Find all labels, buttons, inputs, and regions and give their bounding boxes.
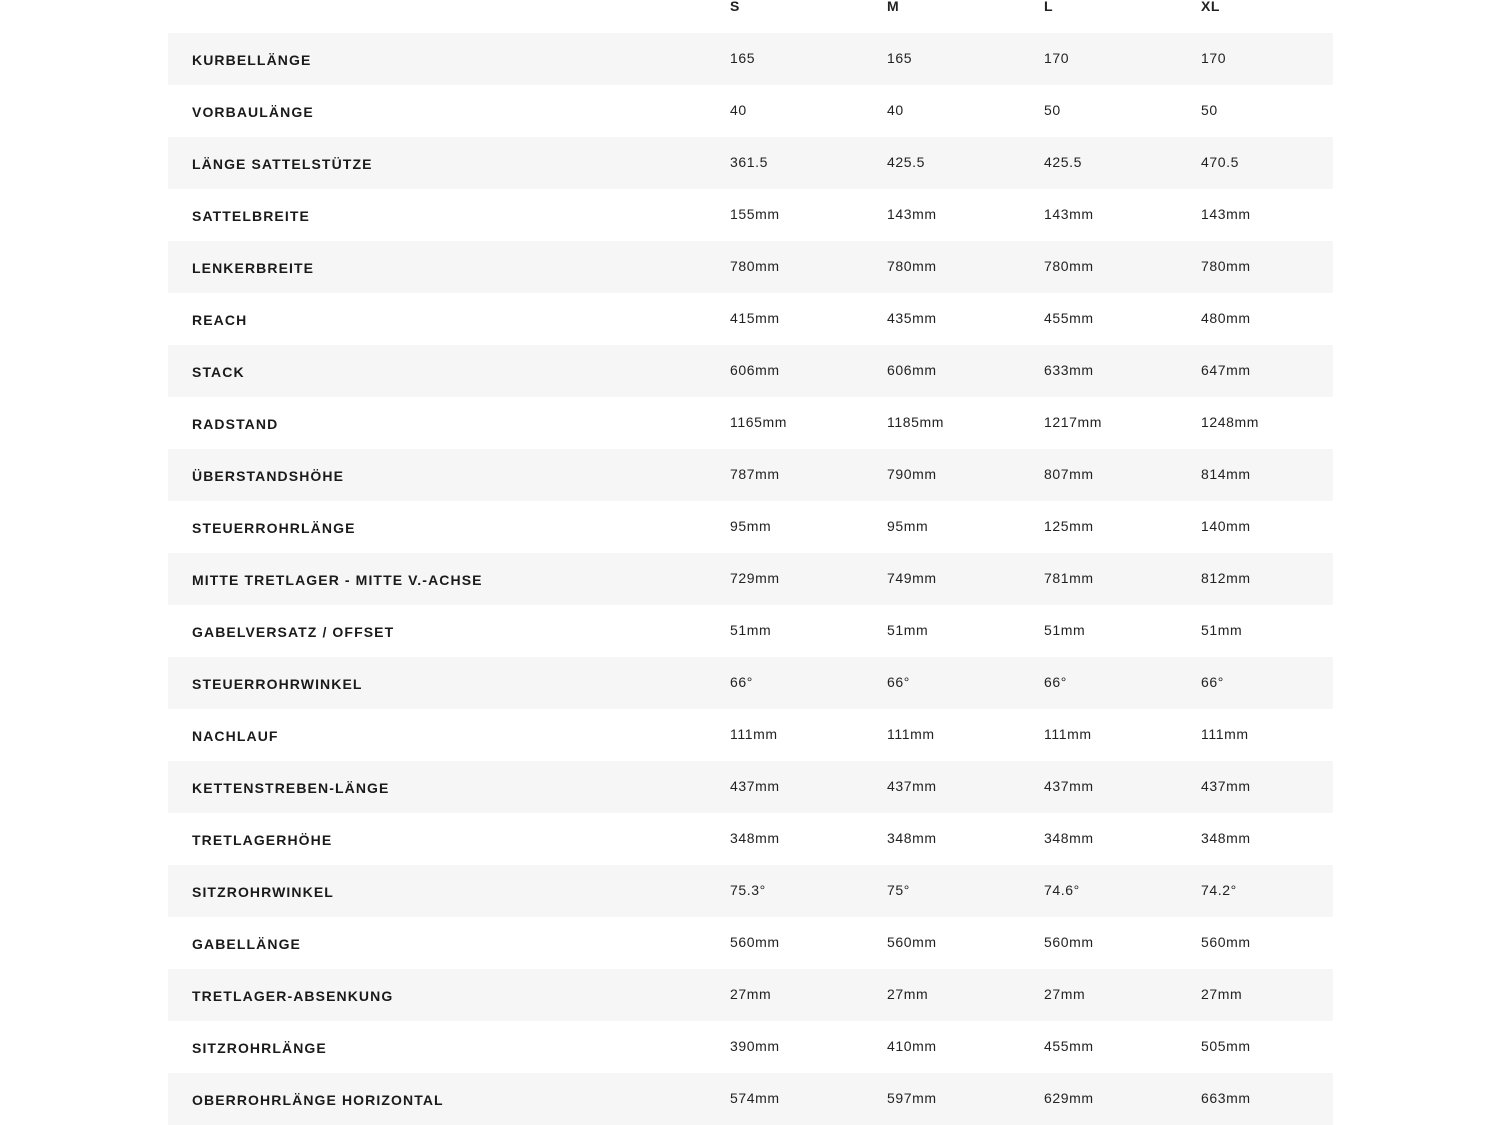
cell-value: 560mm [1044, 934, 1094, 950]
row-label: OBERROHRLÄNGE HORIZONTAL [192, 1092, 444, 1108]
cell-value: 348mm [730, 830, 780, 846]
cell-value: 111mm [887, 726, 935, 742]
table-row [168, 969, 1333, 1021]
cell-value: 27mm [730, 986, 772, 1002]
cell-value: 781mm [1044, 570, 1094, 586]
row-label: SATTELBREITE [192, 208, 310, 224]
cell-value: 75.3° [730, 882, 766, 898]
cell-value: 437mm [1201, 778, 1251, 794]
table-row [168, 449, 1333, 501]
table-row [168, 761, 1333, 813]
row-label: SITZROHRLÄNGE [192, 1040, 327, 1056]
table-row [168, 1073, 1333, 1125]
size-header-s: S [730, 0, 740, 14]
cell-value: 425.5 [887, 154, 926, 170]
cell-value: 66° [1044, 674, 1067, 690]
table-row [168, 85, 1333, 137]
table-row [168, 33, 1333, 85]
cell-value: 40 [887, 102, 904, 118]
cell-value: 111mm [1044, 726, 1092, 742]
cell-value: 787mm [730, 466, 780, 482]
table-row [168, 345, 1333, 397]
cell-value: 749mm [887, 570, 937, 586]
cell-value: 165 [730, 50, 756, 66]
row-label: KURBELLÄNGE [192, 52, 312, 68]
table-row [168, 137, 1333, 189]
cell-value: 66° [887, 674, 910, 690]
row-label: STEUERROHRLÄNGE [192, 520, 356, 536]
cell-value: 606mm [730, 362, 780, 378]
cell-value: 66° [730, 674, 753, 690]
cell-value: 1165mm [730, 414, 788, 430]
row-label: GABELVERSATZ / OFFSET [192, 624, 395, 640]
cell-value: 50 [1044, 102, 1061, 118]
cell-value: 425.5 [1044, 154, 1083, 170]
cell-value: 95mm [730, 518, 772, 534]
cell-value: 560mm [1201, 934, 1251, 950]
cell-value: 143mm [1044, 206, 1094, 222]
cell-value: 1185mm [887, 414, 945, 430]
cell-value: 40 [730, 102, 747, 118]
table-row [168, 189, 1333, 241]
cell-value: 560mm [730, 934, 780, 950]
table-row [168, 813, 1333, 865]
size-header-m: M [887, 0, 900, 14]
table-row [168, 917, 1333, 969]
cell-value: 165 [887, 50, 913, 66]
cell-value: 437mm [730, 778, 780, 794]
row-label: ÜBERSTANDSHÖHE [192, 468, 345, 484]
cell-value: 390mm [730, 1038, 780, 1054]
cell-value: 170 [1044, 50, 1070, 66]
table-row [168, 501, 1333, 553]
cell-value: 348mm [1201, 830, 1251, 846]
cell-value: 51mm [887, 622, 929, 638]
cell-value: 1217mm [1044, 414, 1103, 430]
size-header-l: L [1044, 0, 1054, 14]
row-label: STEUERROHRWINKEL [192, 676, 363, 692]
cell-value: 51mm [730, 622, 772, 638]
table-body [168, 33, 1333, 1125]
cell-value: 560mm [887, 934, 937, 950]
row-label: STACK [192, 364, 245, 380]
cell-value: 629mm [1044, 1090, 1094, 1106]
cell-value: 505mm [1201, 1038, 1251, 1054]
cell-value: 814mm [1201, 466, 1251, 482]
cell-value: 111mm [730, 726, 778, 742]
cell-value: 606mm [887, 362, 937, 378]
cell-value: 780mm [1044, 258, 1094, 274]
cell-value: 125mm [1044, 518, 1094, 534]
size-header-xl: XL [1201, 0, 1220, 14]
cell-value: 574mm [730, 1090, 780, 1106]
cell-value: 415mm [730, 310, 780, 326]
cell-value: 51mm [1201, 622, 1243, 638]
cell-value: 75° [887, 882, 910, 898]
table-row [168, 1021, 1333, 1073]
geometry-table [168, 0, 1333, 1125]
cell-value: 74.6° [1044, 882, 1080, 898]
cell-value: 74.2° [1201, 882, 1237, 898]
row-label: LENKERBREITE [192, 260, 315, 276]
cell-value: 455mm [1044, 1038, 1094, 1054]
size-header-row [168, 0, 1333, 33]
cell-value: 66° [1201, 674, 1224, 690]
table-row [168, 865, 1333, 917]
table-row [168, 293, 1333, 345]
cell-value: 435mm [887, 310, 937, 326]
cell-value: 597mm [887, 1090, 937, 1106]
cell-value: 780mm [1201, 258, 1251, 274]
cell-value: 1248mm [1201, 414, 1260, 430]
cell-value: 27mm [887, 986, 929, 1002]
table-row [168, 241, 1333, 293]
cell-value: 50 [1201, 102, 1218, 118]
cell-value: 807mm [1044, 466, 1094, 482]
cell-value: 455mm [1044, 310, 1094, 326]
cell-value: 780mm [730, 258, 780, 274]
cell-value: 143mm [887, 206, 937, 222]
cell-value: 95mm [887, 518, 929, 534]
cell-value: 155mm [730, 206, 780, 222]
cell-value: 348mm [887, 830, 937, 846]
cell-value: 470.5 [1201, 154, 1240, 170]
cell-value: 51mm [1044, 622, 1086, 638]
row-label: REACH [192, 312, 248, 328]
cell-value: 437mm [887, 778, 937, 794]
cell-value: 140mm [1201, 518, 1251, 534]
row-label: LÄNGE SATTELSTÜTZE [192, 156, 373, 172]
row-label: TRETLAGERHÖHE [192, 832, 333, 848]
table-row [168, 553, 1333, 605]
cell-value: 143mm [1201, 206, 1251, 222]
cell-value: 170 [1201, 50, 1227, 66]
table-row [168, 605, 1333, 657]
cell-value: 348mm [1044, 830, 1094, 846]
row-label: NACHLAUF [192, 728, 279, 744]
table-row [168, 709, 1333, 761]
row-label: RADSTAND [192, 416, 279, 432]
cell-value: 111mm [1201, 726, 1249, 742]
row-label: GABELLÄNGE [192, 936, 301, 952]
row-label: KETTENSTREBEN-LÄNGE [192, 780, 390, 796]
cell-value: 812mm [1201, 570, 1251, 586]
table-row [168, 397, 1333, 449]
cell-value: 647mm [1201, 362, 1251, 378]
table-row [168, 657, 1333, 709]
cell-value: 27mm [1201, 986, 1243, 1002]
row-label: VORBAULÄNGE [192, 104, 314, 120]
row-label: TRETLAGER-ABSENKUNG [192, 988, 394, 1004]
cell-value: 780mm [887, 258, 937, 274]
cell-value: 437mm [1044, 778, 1094, 794]
cell-value: 480mm [1201, 310, 1251, 326]
cell-value: 729mm [730, 570, 780, 586]
cell-value: 663mm [1201, 1090, 1251, 1106]
cell-value: 633mm [1044, 362, 1094, 378]
row-label: MITTE TRETLAGER - MITTE V.-ACHSE [192, 572, 483, 588]
cell-value: 27mm [1044, 986, 1086, 1002]
cell-value: 361.5 [730, 154, 769, 170]
cell-value: 410mm [887, 1038, 937, 1054]
row-label: SITZROHRWINKEL [192, 884, 334, 900]
cell-value: 790mm [887, 466, 937, 482]
